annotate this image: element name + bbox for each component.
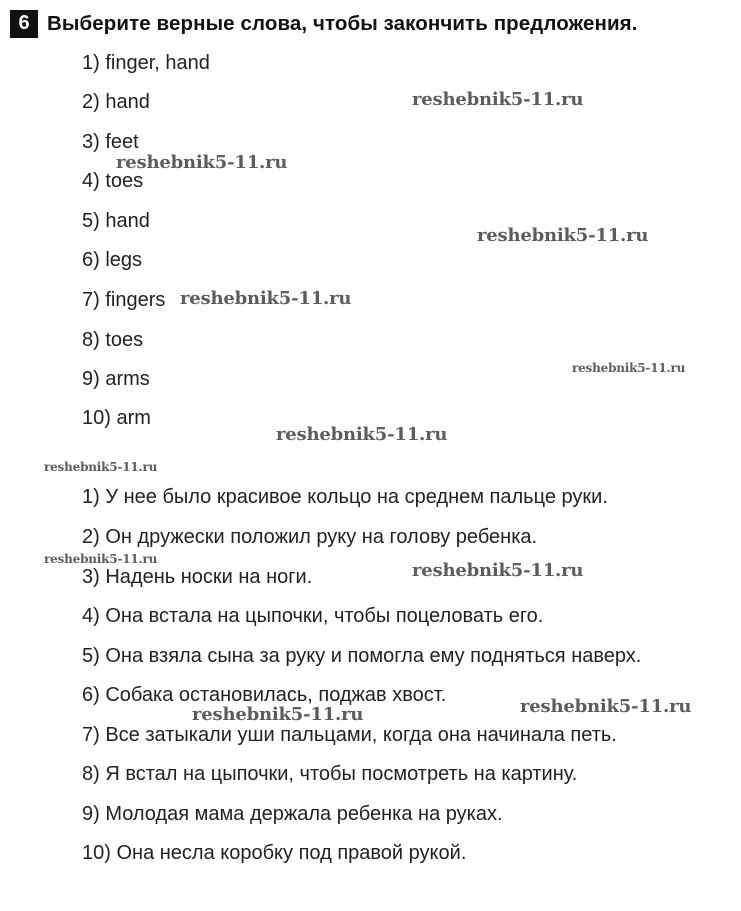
watermark: reshebnik5-11.ru <box>412 560 584 581</box>
task-title: Выберите верные слова, чтобы закончить предложения. <box>47 11 638 35</box>
answer-item: 9) arms <box>82 368 150 390</box>
task-header <box>10 9 638 38</box>
watermark: reshebnik5-11.ru <box>116 152 288 173</box>
answer-item: 8) toes <box>82 329 144 351</box>
translation-item: 5) Она взяла сына за руку и помогла ему подняться наверх. <box>82 645 642 667</box>
translation-item: 10) Она несла коробку под правой рукой. <box>82 842 467 864</box>
translation-item: 3) Надень носки на ноги. <box>82 566 313 588</box>
answer-item: 10) arm <box>82 407 151 429</box>
translation-item: 1) У нее было красивое кольцо на среднем пальце руки. <box>82 486 608 508</box>
translation-item: 9) Молодая мама держала ребенка на руках. <box>82 803 503 825</box>
answer-item: 1) finger, hand <box>82 52 210 74</box>
answer-item: 2) hand <box>82 91 150 113</box>
translation-item: 2) Он дружески положил руку на голову ребенка. <box>82 526 538 548</box>
task-number-badge: 6 <box>10 10 38 38</box>
answer-item: 7) fingers <box>82 289 166 311</box>
answer-item: 6) legs <box>82 249 143 271</box>
translation-item: 7) Все затыкали уши пальцами, когда она начинала петь. <box>82 724 617 746</box>
answer-item: 3) feet <box>82 131 139 153</box>
watermark: reshebnik5-11.ru <box>192 704 364 725</box>
watermark: reshebnik5-11.ru <box>44 552 158 566</box>
translation-item: 6) Собака остановилась, поджав хвост. <box>82 684 447 706</box>
answer-item: 4) toes <box>82 170 144 192</box>
watermark: reshebnik5-11.ru <box>276 424 448 445</box>
watermark: reshebnik5-11.ru <box>180 288 352 309</box>
answer-item: 5) hand <box>82 210 150 232</box>
translation-item: 4) Она встала на цыпочки, чтобы поцеловать его. <box>82 605 544 627</box>
watermark: reshebnik5-11.ru <box>412 89 584 110</box>
watermark: reshebnik5-11.ru <box>477 225 649 246</box>
watermark: reshebnik5-11.ru <box>520 696 692 717</box>
translation-item: 8) Я встал на цыпочки, чтобы посмотреть на картину. <box>82 763 578 785</box>
watermark: reshebnik5-11.ru <box>572 361 686 375</box>
watermark: reshebnik5-11.ru <box>44 460 158 474</box>
